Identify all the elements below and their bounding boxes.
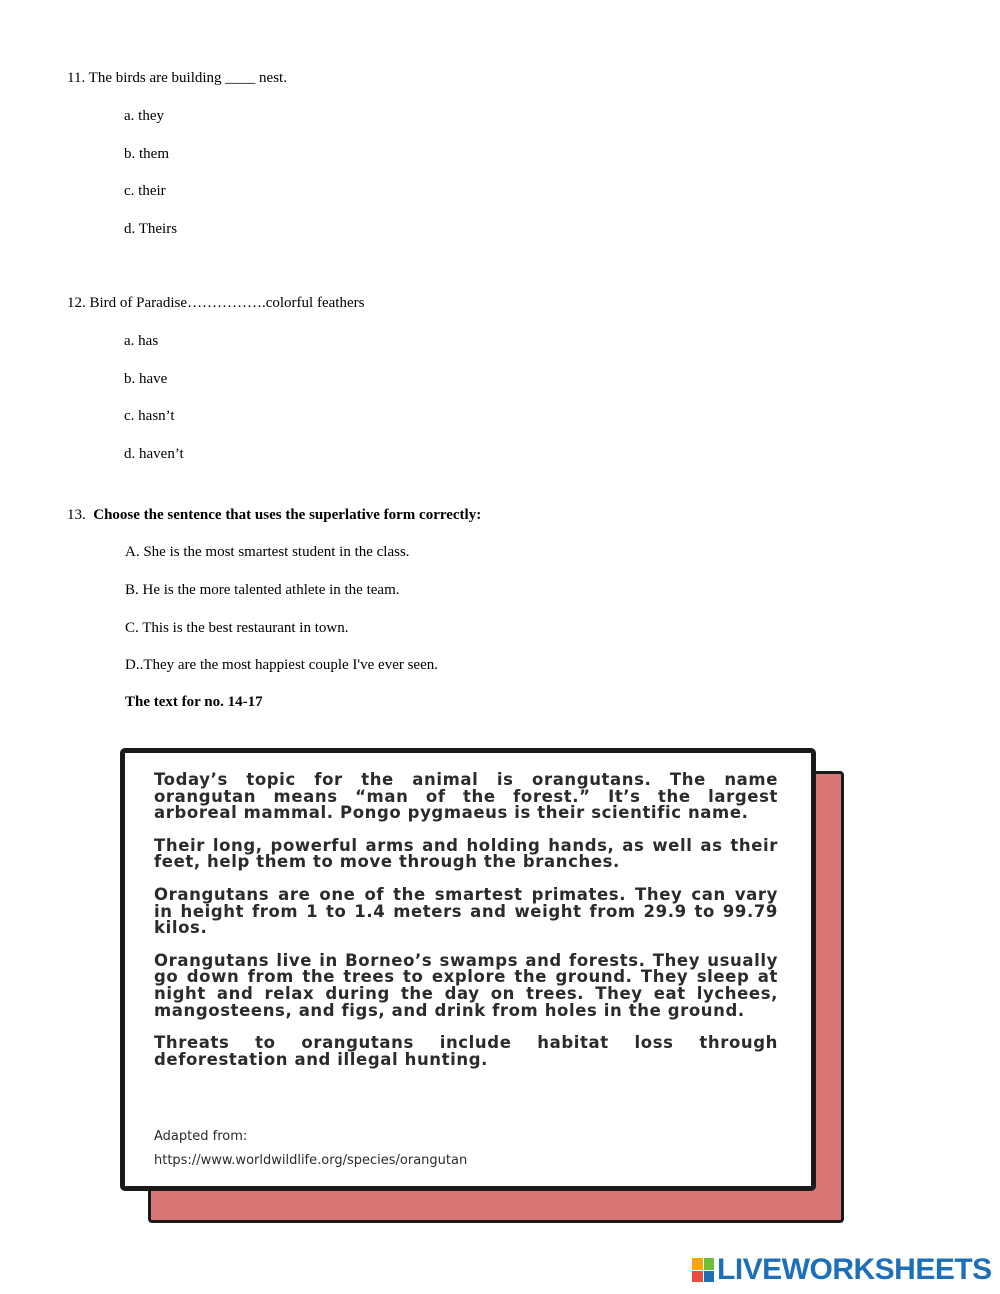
source-url: https://www.worldwildlife.org/species/orangutan bbox=[154, 1153, 468, 1168]
question-12-stem: 12. Bird of Paradise…………….colorful feathers bbox=[67, 295, 365, 311]
question-13-option-c: C. This is the best restaurant in town. bbox=[125, 620, 349, 636]
question-13-stem bbox=[67, 507, 481, 524]
passage-paragraph-3: Orangutans are one of the smartest primates. They can vary in height from 1 to 1.4 meters and weight from 29.9 to 99.79 kilos. bbox=[154, 884, 778, 938]
passage-paragraph-4: Orangutans live in Borneo’s swamps and forests. They usually go down from the trees to explore the ground. They sleep at night and relax during the day on trees. They eat lychees, mangosteens, and figs, and drink from holes in the ground. bbox=[154, 950, 778, 1020]
source-label: Adapted from: bbox=[154, 1129, 248, 1144]
question-13-option-a: A. She is the most smartest student in the class. bbox=[125, 544, 410, 560]
question-13-option-d: D..They are the most happiest couple I've ever seen. bbox=[125, 657, 439, 673]
question-11-option-c: c. their bbox=[124, 183, 166, 199]
question-13-text: Choose the sentence that uses the superlative form correctly: bbox=[93, 507, 482, 523]
liveworksheets-logo bbox=[692, 1254, 992, 1286]
question-13-number: 13. bbox=[67, 507, 86, 523]
question-13-option-b: B. He is the more talented athlete in the team. bbox=[125, 582, 400, 598]
question-12-option-b: b. have bbox=[124, 371, 168, 387]
question-12-option-a: a. has bbox=[124, 333, 159, 349]
question-11-option-d: d. Theirs bbox=[124, 221, 178, 237]
question-11-option-b: b. them bbox=[124, 146, 169, 162]
logo-mark-icon bbox=[692, 1258, 714, 1282]
passage-paragraph-1: Today’s topic for the animal is orangutans. The name orangutan means “man of the forest.” It’s the largest arboreal mammal. Pongo pygmaeus is their scientific name. bbox=[154, 770, 778, 823]
question-12-option-c: c. hasn’t bbox=[124, 408, 175, 424]
question-11-option-a: a. they bbox=[124, 108, 164, 124]
question-12-option-d: d. haven’t bbox=[124, 446, 184, 462]
passage-paragraph-5: Threats to orangutans include habitat loss through deforestation and illegal hunting. bbox=[154, 1033, 778, 1069]
logo-text: LIVEWORKSHEETS bbox=[717, 1253, 992, 1286]
passage-paragraph-2: Their long, powerful arms and holding hands, as well as their feet, help them to move through the branches. bbox=[154, 835, 778, 872]
reading-passage bbox=[154, 772, 778, 1084]
text-heading: The text for no. 14-17 bbox=[125, 694, 263, 710]
question-11-stem: 11. The birds are building ____ nest. bbox=[67, 70, 287, 86]
